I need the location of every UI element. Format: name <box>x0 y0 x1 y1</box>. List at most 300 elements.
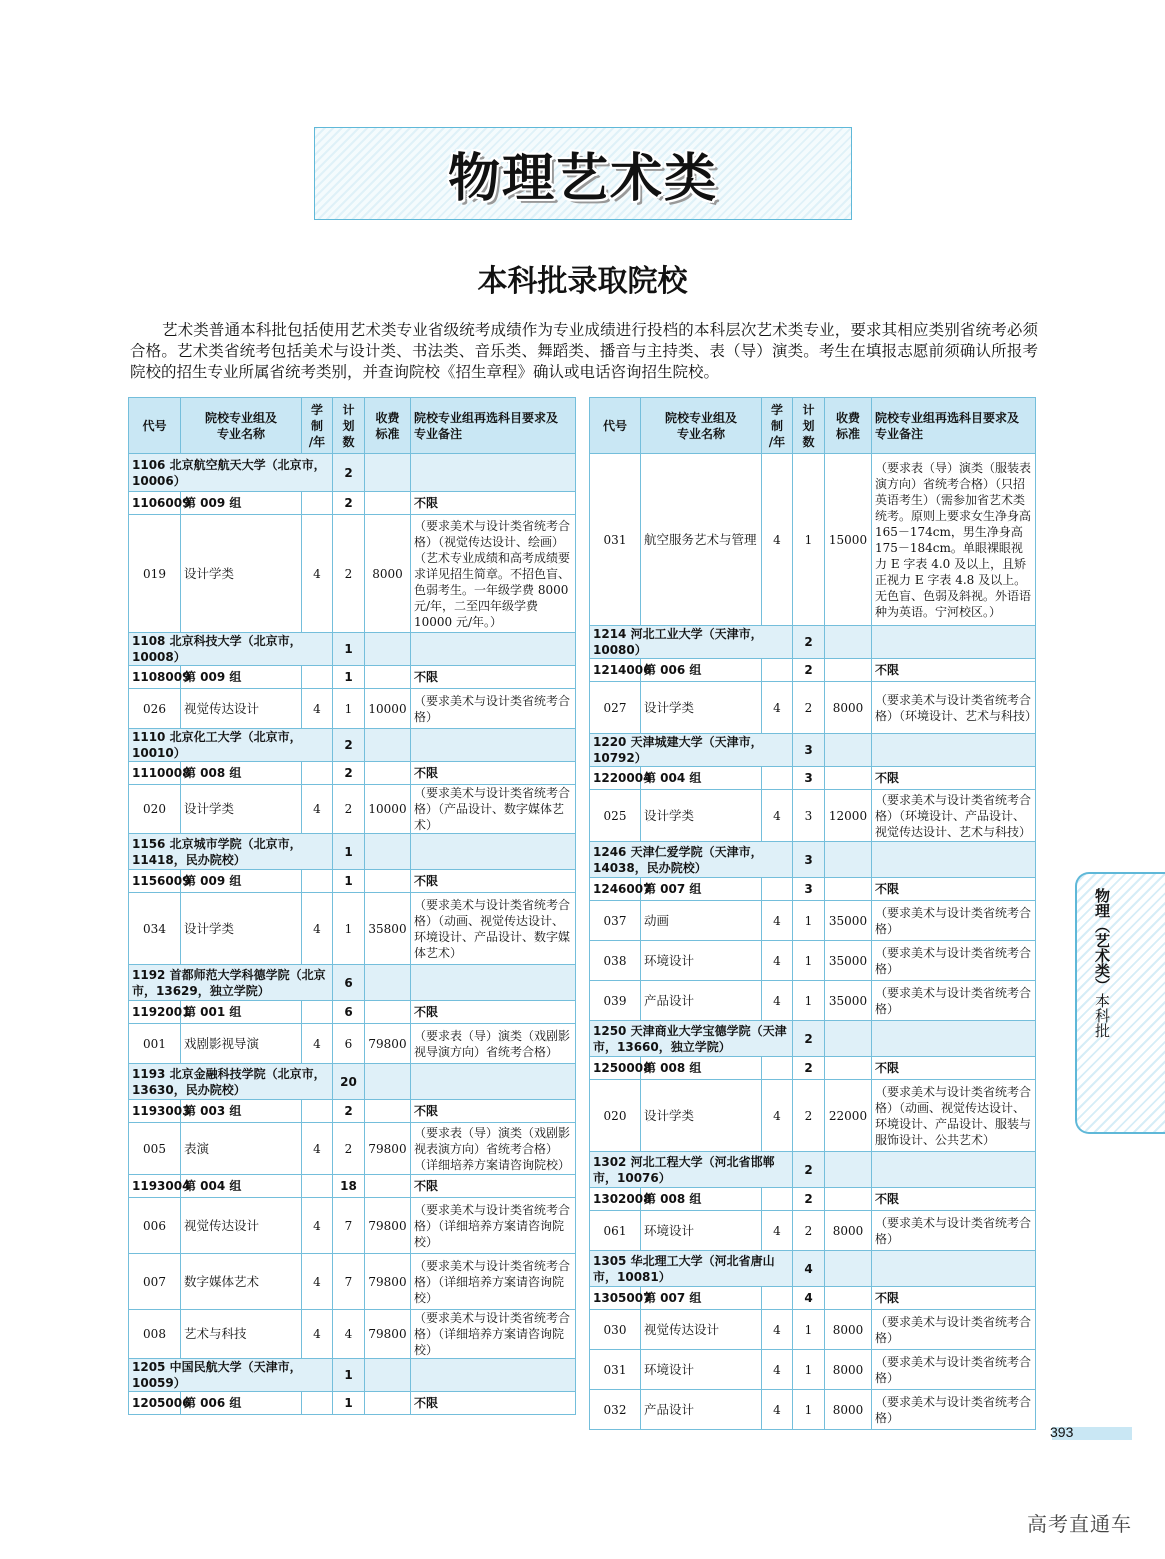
right-header-years: 学 制 /年 <box>762 398 793 454</box>
major-row <box>129 689 576 729</box>
subject-requirement: 不限 <box>872 878 1036 901</box>
group-code: 1108009 <box>129 666 181 689</box>
group-code: 1214006 <box>590 659 641 682</box>
major-code: 025 <box>590 790 641 842</box>
plan-count: 1 <box>333 893 365 965</box>
major-name: 设计学类 <box>181 893 302 965</box>
plan-count: 3 <box>793 878 825 901</box>
admission-table-right <box>589 397 1036 1430</box>
major-group-row <box>590 659 1036 682</box>
fee-cell: 79800 <box>365 1123 411 1175</box>
fee-cell <box>365 729 411 762</box>
major-code: 007 <box>129 1254 181 1310</box>
major-code: 001 <box>129 1024 181 1064</box>
university-row <box>129 1064 576 1100</box>
years-cell: 4 <box>302 785 333 834</box>
group-code: 1302008 <box>590 1188 641 1211</box>
plan-count: 2 <box>793 1188 825 1211</box>
group-name: 第 008 组 <box>641 1057 762 1080</box>
major-name: 环境设计 <box>641 941 762 981</box>
fee-cell <box>365 870 411 893</box>
fee-cell: 79800 <box>365 1254 411 1310</box>
major-note: （要求表（导）演类（服装表演方向）省统考合格）（只招英语考生）（需参加省艺术类统考。原则上要求女生净身高 165－174cm，男生净身高 175－184cm。单眼裸眼视力 E 字表 4.0 及以上，且矫正视力 E 字表 4.8 及以上。无色盲、色弱及斜视。外语语种为英语。宁河校区。） <box>872 454 1036 626</box>
note-cell <box>872 626 1036 659</box>
major-note: （要求美术与设计类省统考合格） <box>872 1310 1036 1350</box>
major-code: 039 <box>590 981 641 1021</box>
note-cell <box>411 1359 576 1392</box>
years-cell: 4 <box>302 515 333 633</box>
years-cell: 4 <box>762 1350 793 1390</box>
major-name: 表演 <box>181 1123 302 1175</box>
fee-cell <box>825 842 872 878</box>
major-group-row <box>129 1175 576 1198</box>
years-cell <box>302 1100 333 1123</box>
years-cell <box>302 666 333 689</box>
years-cell: 4 <box>762 1080 793 1152</box>
fee-cell <box>365 1064 411 1100</box>
major-group-row <box>590 878 1036 901</box>
years-cell <box>302 492 333 515</box>
left-header-row <box>129 398 576 454</box>
fee-cell: 8000 <box>825 1390 872 1430</box>
plan-count: 1 <box>793 981 825 1021</box>
major-group-row <box>129 666 576 689</box>
university-row <box>129 729 576 762</box>
fee-cell <box>365 1175 411 1198</box>
note-cell <box>411 834 576 870</box>
years-cell <box>762 1057 793 1080</box>
fee-cell: 8000 <box>825 1350 872 1390</box>
note-cell <box>411 729 576 762</box>
plan-count: 18 <box>333 1175 365 1198</box>
group-name: 第 009 组 <box>181 666 302 689</box>
plan-count: 2 <box>333 1123 365 1175</box>
fee-cell <box>825 767 872 790</box>
plan-count: 3 <box>793 842 825 878</box>
note-cell <box>872 1251 1036 1287</box>
major-name: 艺术与科技 <box>181 1310 302 1359</box>
right-header-note: 院校专业组再选科目要求及 专业备注 <box>872 398 1036 454</box>
fee-cell <box>365 1359 411 1392</box>
plan-count: 2 <box>793 682 825 734</box>
group-code: 1106009 <box>129 492 181 515</box>
fee-cell <box>365 834 411 870</box>
group-code: 1220004 <box>590 767 641 790</box>
major-name: 视觉传达设计 <box>641 1310 762 1350</box>
university-name: 1250 天津商业大学宝德学院（天津市，13660，独立学院） <box>590 1021 793 1057</box>
fee-cell <box>825 626 872 659</box>
major-code: 027 <box>590 682 641 734</box>
fee-cell <box>365 1001 411 1024</box>
major-row <box>129 893 576 965</box>
fee-cell: 35000 <box>825 901 872 941</box>
major-name: 设计学类 <box>641 790 762 842</box>
subject-requirement: 不限 <box>872 767 1036 790</box>
right-header-row <box>590 398 1036 454</box>
plan-count: 1 <box>793 1350 825 1390</box>
plan-count: 2 <box>793 1021 825 1057</box>
major-note: （要求表（导）演类（戏剧影视导演方向）省统考合格） <box>411 1024 576 1064</box>
plan-count: 7 <box>333 1198 365 1254</box>
major-code: 037 <box>590 901 641 941</box>
years-cell <box>302 1392 333 1415</box>
group-code: 1193003 <box>129 1100 181 1123</box>
plan-count: 2 <box>793 1080 825 1152</box>
university-row <box>129 633 576 666</box>
major-row <box>129 1024 576 1064</box>
plan-count: 1 <box>333 633 365 666</box>
subject-requirement: 不限 <box>411 1001 576 1024</box>
major-note: （要求美术与设计类省统考合格） <box>872 1390 1036 1430</box>
subject-requirement: 不限 <box>872 659 1036 682</box>
section-title-box <box>314 127 852 220</box>
plan-count: 1 <box>333 1359 365 1392</box>
plan-count: 1 <box>333 689 365 729</box>
plan-count: 2 <box>333 515 365 633</box>
university-row <box>590 626 1036 659</box>
group-code: 1205006 <box>129 1392 181 1415</box>
major-code: 032 <box>590 1390 641 1430</box>
university-name: 1110 北京化工大学（北京市，10010） <box>129 729 333 762</box>
major-name: 设计学类 <box>181 785 302 834</box>
major-code: 034 <box>129 893 181 965</box>
group-name: 第 004 组 <box>181 1175 302 1198</box>
page-subtitle: 本科批录取院校 <box>477 264 688 299</box>
major-group-row <box>129 492 576 515</box>
university-name: 1192 首都师范大学科德学院（北京市，13629，独立学院） <box>129 965 333 1001</box>
group-name: 第 006 组 <box>641 659 762 682</box>
fee-cell <box>825 659 872 682</box>
years-cell: 4 <box>762 790 793 842</box>
left-header-note: 院校专业组再选科目要求及 专业备注 <box>411 398 576 454</box>
university-row <box>590 734 1036 767</box>
major-code: 008 <box>129 1310 181 1359</box>
right-header-fee: 收费 标准 <box>825 398 872 454</box>
major-note: （要求表（导）演类（戏剧影视表演方向）省统考合格）（详细培养方案请咨询院校） <box>411 1123 576 1175</box>
major-code: 031 <box>590 454 641 626</box>
major-row <box>129 1198 576 1254</box>
note-cell <box>872 1152 1036 1188</box>
major-name: 设计学类 <box>641 682 762 734</box>
plan-count: 2 <box>793 1057 825 1080</box>
fee-cell <box>825 1057 872 1080</box>
group-name: 第 008 组 <box>181 762 302 785</box>
group-name: 第 009 组 <box>181 492 302 515</box>
major-note: （要求美术与设计类省统考合格）（视觉传达设计、绘画）（艺术专业成绩和高考成绩要求详见招生简章。不招色盲、色弱考生。一年级学费 8000 元/年，二至四年级学费 10000 元/年。） <box>411 515 576 633</box>
major-row <box>590 682 1036 734</box>
note-cell <box>411 965 576 1001</box>
plan-count: 1 <box>333 834 365 870</box>
years-cell: 4 <box>302 1254 333 1310</box>
group-code: 1193004 <box>129 1175 181 1198</box>
group-code: 1250008 <box>590 1057 641 1080</box>
subject-requirement: 不限 <box>411 666 576 689</box>
university-row <box>129 454 576 492</box>
fee-cell <box>365 666 411 689</box>
plan-count: 7 <box>333 1254 365 1310</box>
university-row <box>590 842 1036 878</box>
fee-cell: 8000 <box>365 515 411 633</box>
fee-cell: 79800 <box>365 1198 411 1254</box>
years-cell <box>302 1175 333 1198</box>
fee-cell: 8000 <box>825 1211 872 1251</box>
plan-count: 2 <box>333 492 365 515</box>
note-cell <box>872 734 1036 767</box>
fee-cell: 35000 <box>825 941 872 981</box>
major-note: （要求美术与设计类省统考合格）（详细培养方案请咨询院校） <box>411 1310 576 1359</box>
fee-cell: 8000 <box>825 682 872 734</box>
plan-count: 2 <box>333 729 365 762</box>
plan-count: 6 <box>333 1024 365 1064</box>
years-cell: 4 <box>762 1211 793 1251</box>
major-name: 数字媒体艺术 <box>181 1254 302 1310</box>
years-cell <box>762 1188 793 1211</box>
major-code: 005 <box>129 1123 181 1175</box>
group-name: 第 009 组 <box>181 870 302 893</box>
left-header-plan: 计 划 数 <box>333 398 365 454</box>
major-row <box>590 1350 1036 1390</box>
fee-cell: 35800 <box>365 893 411 965</box>
major-group-row <box>590 1057 1036 1080</box>
fee-cell: 79800 <box>365 1310 411 1359</box>
major-name: 产品设计 <box>641 1390 762 1430</box>
left-header-years: 学 制 /年 <box>302 398 333 454</box>
major-code: 020 <box>590 1080 641 1152</box>
years-cell <box>302 870 333 893</box>
left-header-code: 代号 <box>129 398 181 454</box>
major-name: 环境设计 <box>641 1211 762 1251</box>
years-cell <box>302 762 333 785</box>
major-row <box>129 1254 576 1310</box>
major-note: （要求美术与设计类省统考合格）（动画、视觉传达设计、环境设计、产品设计、服装与服饰设计、公共艺术） <box>872 1080 1036 1152</box>
fee-cell <box>365 454 411 492</box>
university-row <box>129 834 576 870</box>
years-cell <box>762 1287 793 1310</box>
group-code: 1305007 <box>590 1287 641 1310</box>
major-row <box>129 1310 576 1359</box>
group-name: 第 004 组 <box>641 767 762 790</box>
major-code: 026 <box>129 689 181 729</box>
major-note: （要求美术与设计类省统考合格） <box>872 941 1036 981</box>
subject-requirement: 不限 <box>872 1057 1036 1080</box>
plan-count: 4 <box>333 1310 365 1359</box>
subject-requirement: 不限 <box>411 1392 576 1415</box>
plan-count: 1 <box>793 1390 825 1430</box>
fee-cell: 10000 <box>365 689 411 729</box>
fee-cell <box>365 1392 411 1415</box>
major-row <box>590 981 1036 1021</box>
left-header-name: 院校专业组及 专业名称 <box>181 398 302 454</box>
plan-count: 6 <box>333 1001 365 1024</box>
university-name: 1305 华北理工大学（河北省唐山市，10081） <box>590 1251 793 1287</box>
plan-count: 2 <box>793 626 825 659</box>
subject-requirement: 不限 <box>411 762 576 785</box>
plan-count: 1 <box>333 666 365 689</box>
subject-requirement: 不限 <box>411 1175 576 1198</box>
years-cell <box>302 1001 333 1024</box>
fee-cell <box>365 762 411 785</box>
university-name: 1156 北京城市学院（北京市，11418，民办院校） <box>129 834 333 870</box>
fee-cell <box>825 1251 872 1287</box>
years-cell: 4 <box>762 454 793 626</box>
university-row <box>590 1251 1036 1287</box>
major-code: 038 <box>590 941 641 981</box>
major-row <box>590 1080 1036 1152</box>
major-note: （要求美术与设计类省统考合格） <box>872 981 1036 1021</box>
fee-cell: 22000 <box>825 1080 872 1152</box>
fee-cell: 12000 <box>825 790 872 842</box>
fee-cell <box>825 1152 872 1188</box>
group-code: 1192001 <box>129 1001 181 1024</box>
major-group-row <box>590 1188 1036 1211</box>
major-name: 视觉传达设计 <box>181 1198 302 1254</box>
university-name: 1246 天津仁爱学院（天津市，14038，民办院校） <box>590 842 793 878</box>
section-side-tab <box>1075 872 1165 1134</box>
major-note: （要求美术与设计类省统考合格）（环境设计、艺术与科技） <box>872 682 1036 734</box>
major-name: 动画 <box>641 901 762 941</box>
note-cell <box>411 633 576 666</box>
fee-cell <box>365 633 411 666</box>
years-cell: 4 <box>302 1024 333 1064</box>
plan-count: 1 <box>793 454 825 626</box>
years-cell: 4 <box>762 1310 793 1350</box>
fee-cell <box>825 1188 872 1211</box>
subject-requirement: 不限 <box>872 1188 1036 1211</box>
years-cell: 4 <box>302 1198 333 1254</box>
right-header-plan: 计 划 数 <box>793 398 825 454</box>
major-code: 020 <box>129 785 181 834</box>
major-row <box>129 785 576 834</box>
side-tab-line1: 物理 <box>1093 888 1111 918</box>
years-cell: 4 <box>762 1390 793 1430</box>
fee-cell <box>825 878 872 901</box>
plan-count: 1 <box>793 901 825 941</box>
group-name: 第 006 组 <box>181 1392 302 1415</box>
major-row <box>590 1211 1036 1251</box>
years-cell <box>762 878 793 901</box>
fee-cell <box>825 1287 872 1310</box>
watermark-text: 高考直通车 <box>1027 1512 1132 1536</box>
plan-count: 1 <box>333 870 365 893</box>
years-cell: 4 <box>762 981 793 1021</box>
major-row <box>129 515 576 633</box>
plan-count: 2 <box>333 785 365 834</box>
university-name: 1220 天津城建大学（天津市，10792） <box>590 734 793 767</box>
university-name: 1205 中国民航大学（天津市，10059） <box>129 1359 333 1392</box>
major-group-row <box>129 762 576 785</box>
plan-count: 2 <box>793 1152 825 1188</box>
group-code: 1110008 <box>129 762 181 785</box>
group-name: 第 007 组 <box>641 878 762 901</box>
subject-requirement: 不限 <box>872 1287 1036 1310</box>
plan-count: 1 <box>793 1310 825 1350</box>
major-note: （要求美术与设计类省统考合格） <box>411 689 576 729</box>
subject-requirement: 不限 <box>411 492 576 515</box>
plan-count: 3 <box>793 767 825 790</box>
years-cell: 4 <box>302 893 333 965</box>
subject-requirement: 不限 <box>411 870 576 893</box>
major-group-row <box>129 1100 576 1123</box>
years-cell: 4 <box>762 901 793 941</box>
plan-count: 3 <box>793 790 825 842</box>
plan-count: 2 <box>793 1211 825 1251</box>
fee-cell: 15000 <box>825 454 872 626</box>
major-name: 视觉传达设计 <box>181 689 302 729</box>
group-name: 第 007 组 <box>641 1287 762 1310</box>
major-note: （要求美术与设计类省统考合格）（产品设计、数字媒体艺术） <box>411 785 576 834</box>
subject-requirement: 不限 <box>411 1100 576 1123</box>
intro-paragraph: 艺术类普通本科批包括使用艺术类专业省级统考成绩作为专业成绩进行投档的本科层次艺术类专业，要求其相应类别省统考必须合格。艺术类省统考包括美术与设计类、书法类、音乐类、舞蹈类、播音与主持类、表（导）演类。考生在填报志愿前须确认所报考院校的招生专业所属省统考类别，并查询院校《招生章程》确认或电话咨询招生院校。 <box>130 321 1038 381</box>
university-name: 1214 河北工业大学（天津市，10080） <box>590 626 793 659</box>
major-row <box>590 454 1036 626</box>
major-note: （要求美术与设计类省统考合格） <box>872 1350 1036 1390</box>
right-header-name: 院校专业组及 专业名称 <box>641 398 762 454</box>
university-row <box>129 965 576 1001</box>
major-row <box>590 790 1036 842</box>
note-cell <box>411 454 576 492</box>
group-name: 第 001 组 <box>181 1001 302 1024</box>
major-note: （要求美术与设计类省统考合格）（动画、视觉传达设计、环境设计、产品设计、数字媒体艺术） <box>411 893 576 965</box>
major-name: 环境设计 <box>641 1350 762 1390</box>
group-code: 1156009 <box>129 870 181 893</box>
major-note: （要求美术与设计类省统考合格）（详细培养方案请咨询院校） <box>411 1254 576 1310</box>
fee-cell <box>365 492 411 515</box>
major-name: 设计学类 <box>181 515 302 633</box>
years-cell: 4 <box>302 689 333 729</box>
note-cell <box>411 1064 576 1100</box>
plan-count: 4 <box>793 1251 825 1287</box>
plan-count: 2 <box>333 1100 365 1123</box>
major-group-row <box>590 1287 1036 1310</box>
university-row <box>590 1152 1036 1188</box>
years-cell: 4 <box>302 1310 333 1359</box>
fee-cell: 8000 <box>825 1310 872 1350</box>
major-note: （要求美术与设计类省统考合格） <box>872 901 1036 941</box>
note-cell <box>872 842 1036 878</box>
admission-table-left <box>128 397 576 1415</box>
years-cell: 4 <box>762 682 793 734</box>
major-row <box>129 1123 576 1175</box>
plan-count: 2 <box>793 659 825 682</box>
group-name: 第 008 组 <box>641 1188 762 1211</box>
years-cell <box>762 767 793 790</box>
major-code: 031 <box>590 1350 641 1390</box>
years-cell: 4 <box>762 941 793 981</box>
major-name: 戏剧影视导演 <box>181 1024 302 1064</box>
fee-cell <box>365 1100 411 1123</box>
major-code: 030 <box>590 1310 641 1350</box>
major-group-row <box>129 1392 576 1415</box>
plan-count: 2 <box>333 454 365 492</box>
right-header-code: 代号 <box>590 398 641 454</box>
plan-count: 2 <box>333 762 365 785</box>
university-name: 1193 北京金融科技学院（北京市，13630，民办院校） <box>129 1064 333 1100</box>
major-note: （要求美术与设计类省统考合格）（详细培养方案请咨询院校） <box>411 1198 576 1254</box>
years-cell <box>762 659 793 682</box>
university-row <box>129 1359 576 1392</box>
major-row <box>590 1310 1036 1350</box>
major-group-row <box>590 767 1036 790</box>
plan-count: 3 <box>793 734 825 767</box>
plan-count: 20 <box>333 1064 365 1100</box>
major-code: 019 <box>129 515 181 633</box>
fee-cell: 35000 <box>825 981 872 1021</box>
major-note: （要求美术与设计类省统考合格）（环境设计、产品设计、视觉传达设计、艺术与科技） <box>872 790 1036 842</box>
plan-count: 4 <box>793 1287 825 1310</box>
left-header-fee: 收费 标准 <box>365 398 411 454</box>
side-tab-line2: （艺术类） <box>1093 918 1111 993</box>
major-code: 006 <box>129 1198 181 1254</box>
